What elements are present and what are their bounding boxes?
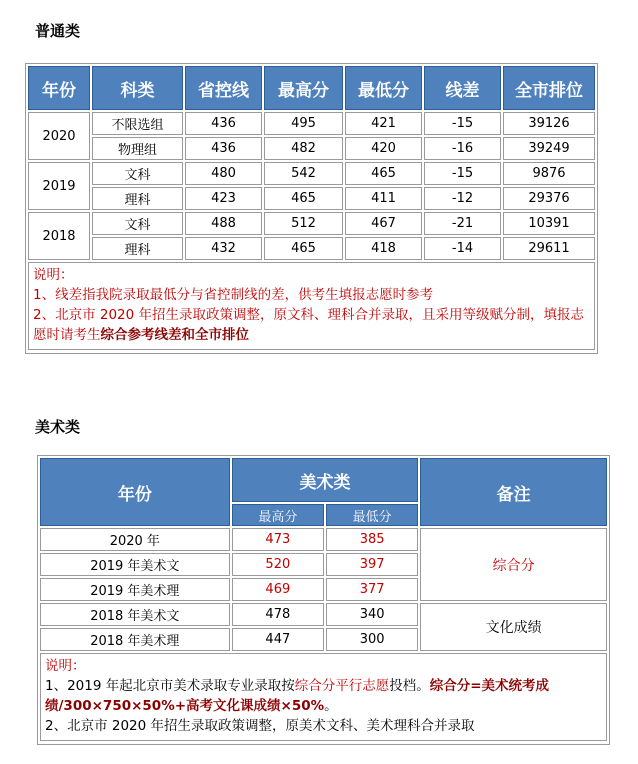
year-cell: 2020 — [28, 112, 90, 160]
table-cell: 482 — [264, 137, 343, 160]
table-cell: 512 — [264, 212, 343, 235]
col-header-year: 年份 — [28, 66, 90, 110]
note-line-2-text: 2、北京市 2020 年招生录取政策调整，原文科、理科合并录取，且采用等级赋分制，填报志愿时请考生 — [33, 307, 585, 343]
table-cell: 480 — [185, 162, 262, 185]
table-cell: 421 — [345, 112, 422, 135]
table-cell: 469 — [232, 578, 324, 601]
col-header-min: 最低分 — [345, 66, 422, 110]
note-line-1-highlight: 综合分平行志愿 — [294, 678, 390, 694]
table-cell: 物理组 — [92, 137, 183, 160]
col-header-year: 年份 — [40, 458, 230, 526]
note-line-1 — [45, 676, 602, 716]
table-cell: 9876 — [503, 162, 595, 185]
notes-row — [28, 262, 595, 350]
table-cell: 39249 — [503, 137, 595, 160]
table-header-row — [28, 66, 595, 110]
table-cell: 495 — [264, 112, 343, 135]
notes-cell — [40, 653, 607, 741]
table-cell: 文科 — [92, 162, 183, 185]
note-line-1-end: 。 — [324, 698, 338, 714]
table-cell: 397 — [326, 553, 418, 576]
year-cell: 2019 — [28, 162, 90, 210]
table-cell: 436 — [185, 112, 262, 135]
table-cell: 10391 — [503, 212, 595, 235]
notes-label: 说明： — [45, 658, 86, 674]
table-row — [28, 162, 595, 185]
remark-culture: 文化成绩 — [420, 603, 607, 651]
table-cell: 423 — [185, 187, 262, 210]
note-line-2: 2、北京市 2020 年招生录取政策调整，原美术文科、美术理科合并录取 — [45, 718, 475, 734]
notes-row — [40, 653, 607, 741]
table-cell: 2019 年美术文 — [40, 553, 230, 576]
table-cell: 300 — [326, 628, 418, 651]
col-header-category: 科类 — [92, 66, 183, 110]
table-cell: -16 — [424, 137, 501, 160]
table-cell: -15 — [424, 162, 501, 185]
art-section-title: 美术类 — [35, 418, 81, 436]
table-cell: 418 — [345, 237, 422, 260]
note-line-1-suffix: 投档。 — [389, 678, 430, 694]
notes-label: 说明： — [33, 267, 74, 283]
table-cell: 29376 — [503, 187, 595, 210]
notes-cell — [28, 262, 595, 350]
table-cell: 2018 年美术文 — [40, 603, 230, 626]
table-cell: 465 — [264, 187, 343, 210]
table-cell: -12 — [424, 187, 501, 210]
year-cell: 2018 — [28, 212, 90, 260]
table-cell: 2019 年美术理 — [40, 578, 230, 601]
table-cell: 520 — [232, 553, 324, 576]
note-line-1-formula: 综合分=美术统考成绩/300×750×50%+高考文化课成绩×50% — [45, 678, 550, 714]
table-row — [40, 603, 607, 626]
art-admission-table — [37, 455, 610, 745]
table-cell: 488 — [185, 212, 262, 235]
table-cell: 理科 — [92, 187, 183, 210]
table-row — [28, 212, 595, 235]
col-header-diff: 线差 — [424, 66, 501, 110]
table-cell: -14 — [424, 237, 501, 260]
col-header-rank: 全市排位 — [503, 66, 595, 110]
note-line-2 — [33, 305, 590, 345]
table-cell: -15 — [424, 112, 501, 135]
table-cell: 478 — [232, 603, 324, 626]
col-header-min: 最低分 — [326, 504, 418, 526]
remark-composite: 综合分 — [420, 528, 607, 601]
table-cell: 467 — [345, 212, 422, 235]
col-header-remark: 备注 — [420, 458, 607, 526]
col-header-art-group: 美术类 — [232, 458, 419, 502]
table-cell: 文科 — [92, 212, 183, 235]
table-row — [28, 137, 595, 160]
table-cell: 432 — [185, 237, 262, 260]
table-cell: 411 — [345, 187, 422, 210]
table-cell: 420 — [345, 137, 422, 160]
general-section-title: 普通类 — [35, 22, 81, 40]
col-header-control-line: 省控线 — [185, 66, 262, 110]
table-cell: 2018 年美术理 — [40, 628, 230, 651]
table-cell: 377 — [326, 578, 418, 601]
table-cell: 不限选组 — [92, 112, 183, 135]
table-row — [28, 237, 595, 260]
table-cell: 2020 年 — [40, 528, 230, 551]
note-line-1: 1、线差指我院录取最低分与省控制线的差，供考生填报志愿时参考 — [33, 287, 434, 303]
table-cell: 29611 — [503, 237, 595, 260]
table-row — [28, 112, 595, 135]
table-cell: 理科 — [92, 237, 183, 260]
note-line-1-text: 1、2019 年起北京市美术录取专业录取按 — [45, 678, 295, 694]
table-row — [40, 528, 607, 551]
table-row — [28, 187, 595, 210]
col-header-max: 最高分 — [264, 66, 343, 110]
table-cell: 542 — [264, 162, 343, 185]
table-cell: 465 — [345, 162, 422, 185]
table-header-row — [40, 458, 607, 502]
table-cell: 465 — [264, 237, 343, 260]
table-cell: 340 — [326, 603, 418, 626]
table-cell: 447 — [232, 628, 324, 651]
general-admission-table — [25, 63, 598, 354]
table-cell: 385 — [326, 528, 418, 551]
col-header-max: 最高分 — [232, 504, 324, 526]
note-line-2-emphasis: 综合参考线差和全市排位 — [100, 327, 249, 343]
table-cell: 473 — [232, 528, 324, 551]
table-cell: 39126 — [503, 112, 595, 135]
table-cell: -21 — [424, 212, 501, 235]
table-cell: 436 — [185, 137, 262, 160]
